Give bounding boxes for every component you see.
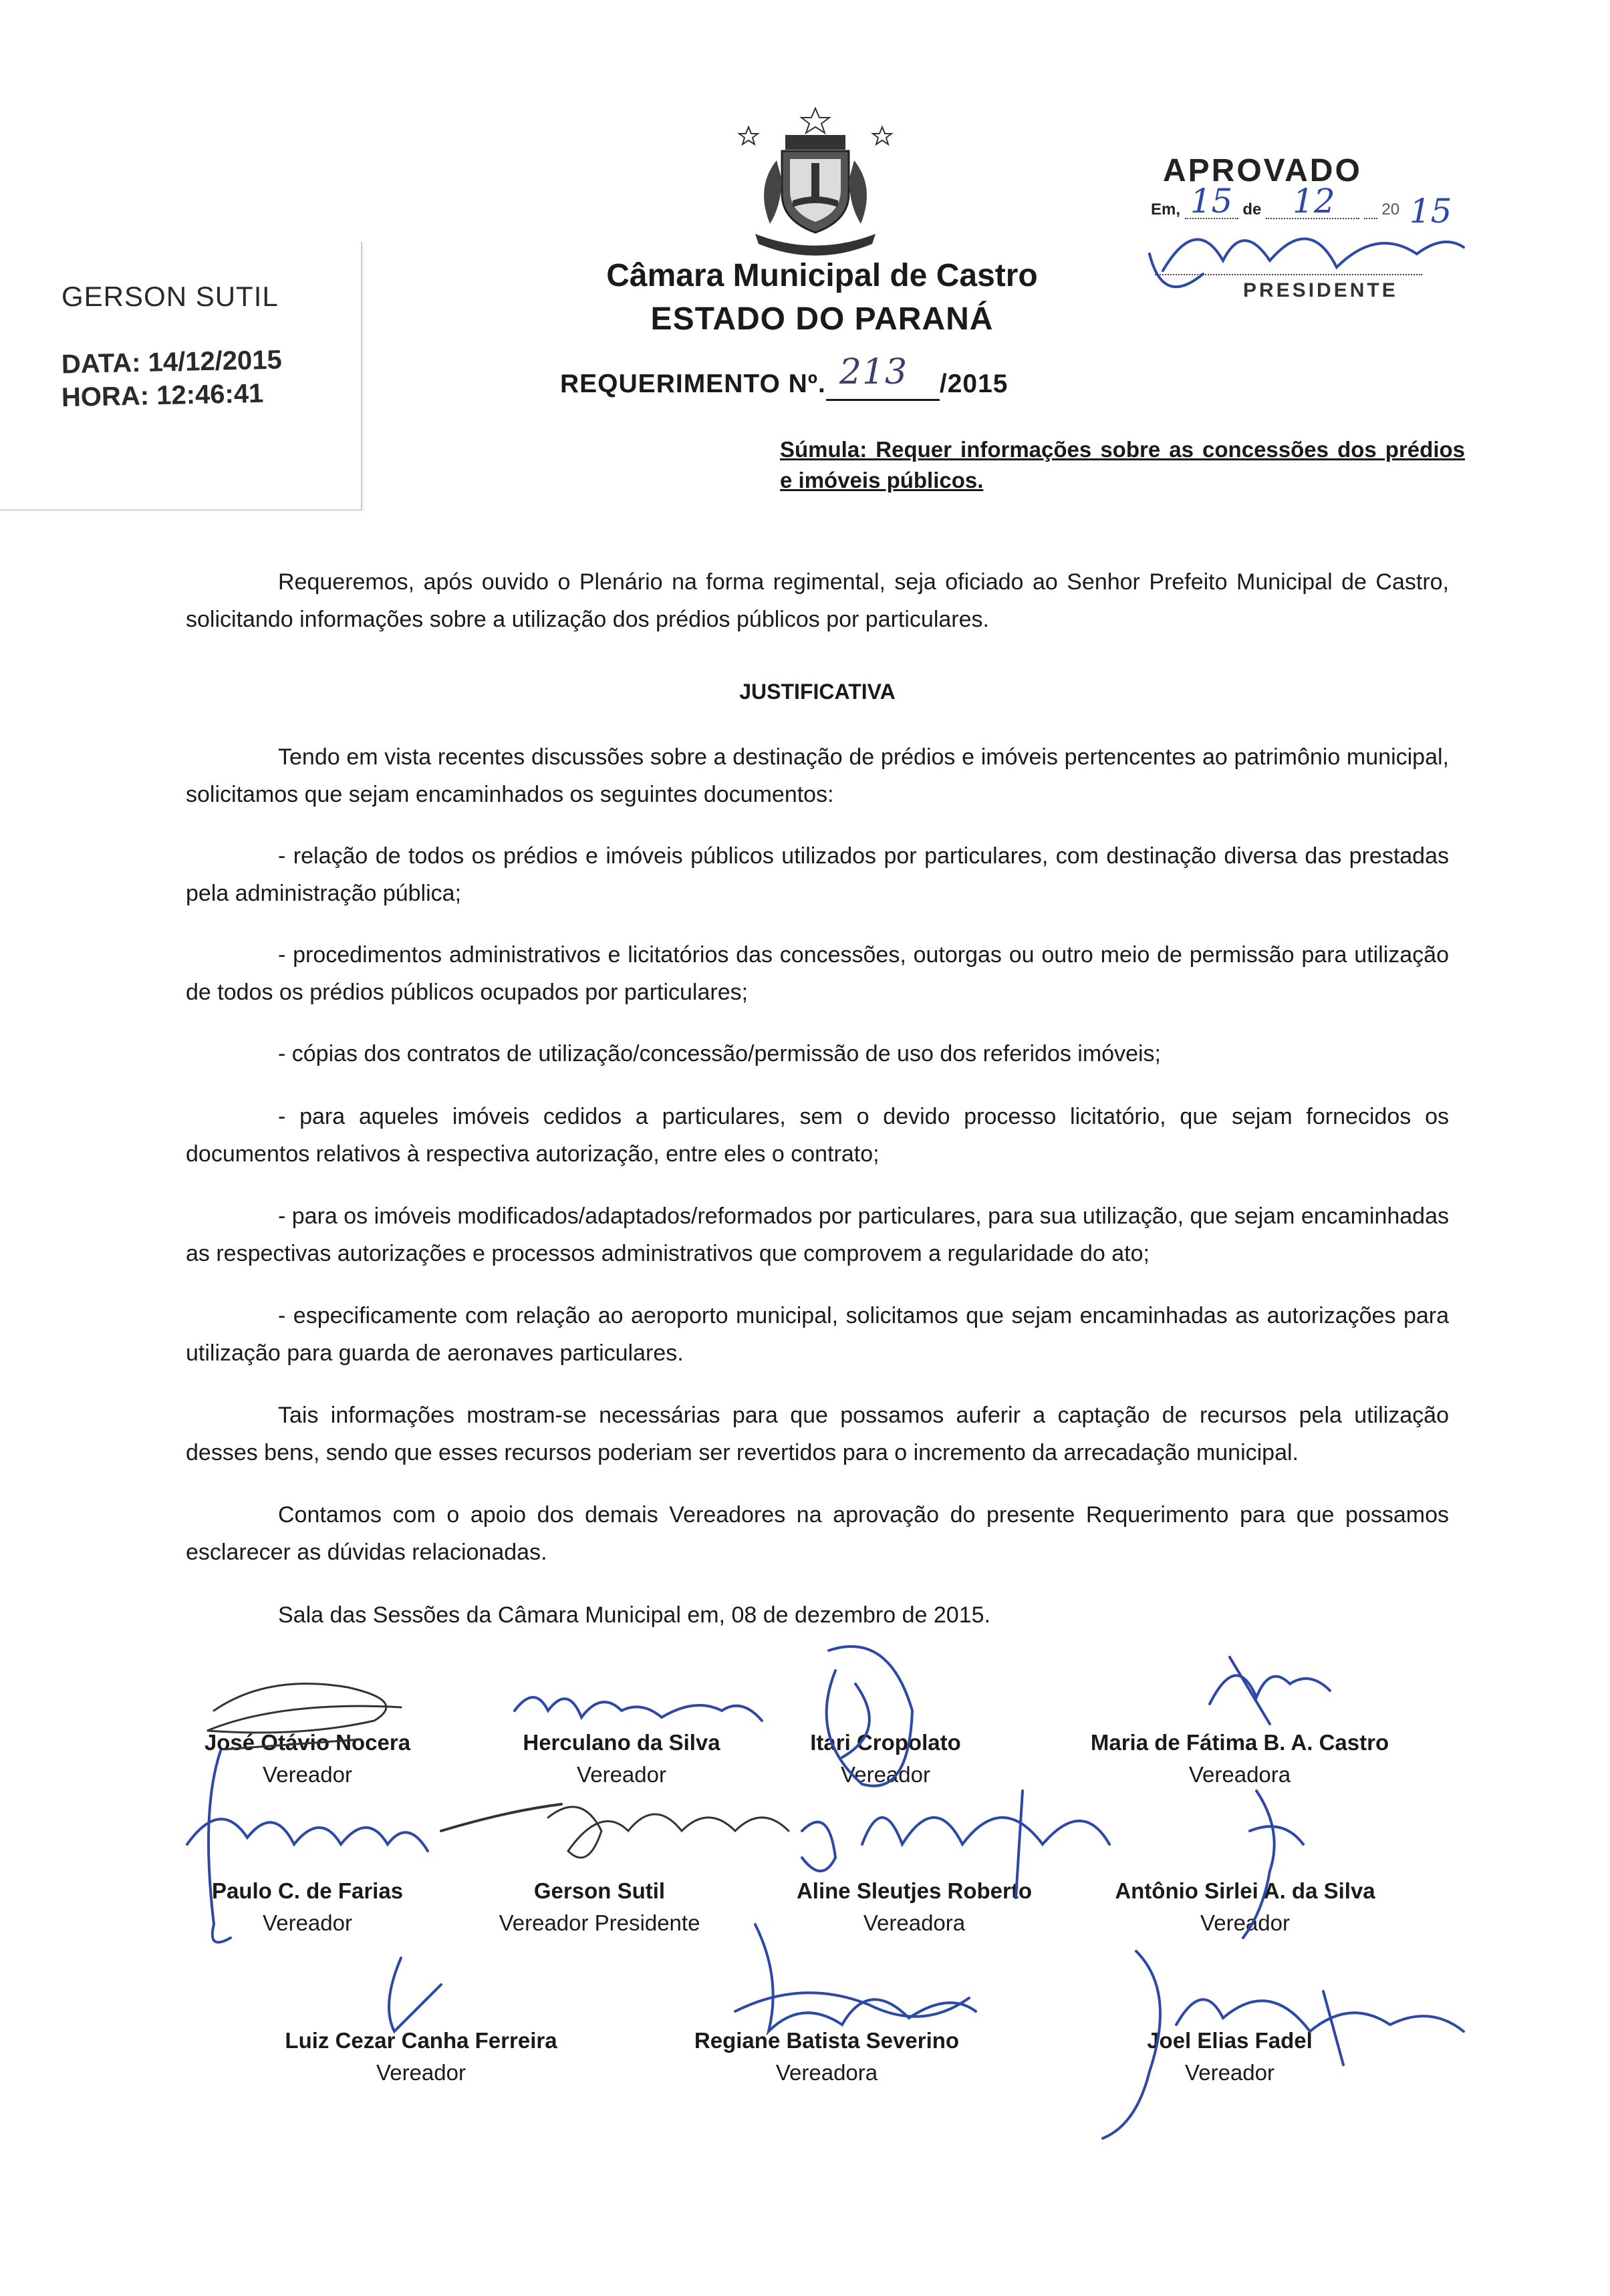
approval-day-field <box>1185 182 1238 221</box>
signatory-block <box>234 2025 608 2089</box>
signatory-role: Vereador <box>577 1762 666 1787</box>
approval-em-label: Em, <box>1151 200 1181 219</box>
signatory-name: Maria de Fátima B. A. Castro <box>1090 1730 1389 1755</box>
signatory-role: Vereador <box>263 1910 352 1935</box>
requirement-number: 213 <box>839 352 908 392</box>
president-signature-line <box>1155 274 1422 275</box>
signatory-role: Vereadora <box>775 2060 878 2085</box>
body-paragraph: - procedimentos administrativos e licitatórios das concessões, outorgas ou outro meio de permissão para utilização de todos os prédios públicos ocupados por particulares; <box>186 942 1449 1005</box>
closing-line: Sala das Sessões da Câmara Municipal em, 08 de dezembro de 2015. <box>278 1602 990 1628</box>
state-name: ESTADO DO PARANÁ <box>650 301 994 337</box>
body-paragraph: Contamos com o apoio dos demais Vereadores na aprovação do presente Requerimento para que possamos esclarecer as dúvidas relacionadas. <box>186 1502 1449 1565</box>
approval-status: APROVADO <box>1163 153 1362 188</box>
requirement-number-line <box>560 352 1009 401</box>
approval-month: 12 <box>1293 182 1335 221</box>
approval-year: 15 <box>1409 192 1452 231</box>
requirement-prefix: REQUERIMENTO Nº. <box>560 370 826 398</box>
signatory-role: Vereador <box>376 2060 466 2085</box>
signatory-block <box>727 1875 1101 1939</box>
slip-time: HORA: 12:46:41 <box>61 378 264 413</box>
signatory-name: Joel Elias Fadel <box>1147 2028 1313 2053</box>
approval-date-line <box>1151 182 1452 231</box>
approval-month-field <box>1266 182 1359 221</box>
body-paragraph: - para os imóveis modificados/adaptados/reformados por particulares, para sua utilização, que sejam encaminhadas as respectivas autorizações e processos administrativos que comprovem a regularidade do ato; <box>186 1203 1449 1266</box>
signatory-block <box>1058 1875 1432 1939</box>
signatory-name: Aline Sleutjes Roberto <box>796 1878 1033 1903</box>
signatory-role: Vereador <box>1185 2060 1274 2085</box>
approval-day: 15 <box>1190 182 1233 221</box>
body-paragraph: - para aqueles imóveis cedidos a particulares, sem o devido processo licitatório, que sejam fornecidos os documentos relativos à respectiva autorização, entre eles o contrato; <box>186 1104 1449 1167</box>
justification-title: JUSTIFICATIVA <box>739 680 896 704</box>
signatory-name: Antônio Sirlei A. da Silva <box>1115 1878 1375 1903</box>
approval-de-label: de <box>1242 200 1262 219</box>
intro-paragraph: Requeremos, após ouvido o Plenário na forma regimental, seja oficiado ao Senhor Prefeito Municipal de Castro, solicitando informações sobre a utilização dos prédios públicos por particulares. <box>186 569 1449 632</box>
body-paragraph: - cópias dos contratos de utilização/concessão/permissão de uso dos referidos imóveis; <box>278 1041 1162 1066</box>
signatory-role: Vereador <box>841 1762 930 1787</box>
signatory-name: Regiane Batista Severino <box>694 2028 960 2053</box>
body-paragraph: Tendo em vista recentes discussões sobre a destinação de prédios e imóveis pertencentes ao patrimônio municipal, solicitamos que sejam encaminhados os seguintes documentos: <box>186 744 1449 807</box>
requirement-suffix: /2015 <box>939 370 1009 398</box>
body-paragraph: - relação de todos os prédios e imóveis públicos utilizados por particulares, com destinação diversa das prestadas pela administração pública; <box>186 843 1449 906</box>
institution-name: Câmara Municipal de Castro <box>606 258 1038 293</box>
signatory-block <box>1053 1727 1427 1791</box>
slip-name: GERSON SUTIL <box>61 281 279 312</box>
signatory-role: Vereadora <box>1188 1762 1291 1787</box>
approval-dots <box>1364 204 1377 219</box>
sumula: Súmula: Requer informações sobre as concessões dos prédios e imóveis públicos. <box>780 437 1465 492</box>
signatory-name: Luiz Cezar Canha Ferreira <box>285 2028 557 2053</box>
signatory-role: Vereador Presidente <box>499 1910 700 1935</box>
signatory-block <box>1043 2025 1417 2089</box>
protocol-slip <box>0 242 362 511</box>
slip-date: DATA: 14/12/2015 <box>61 345 283 380</box>
municipal-crest-icon <box>728 107 902 267</box>
signatory-name: José Otávio Nocera <box>204 1730 411 1755</box>
signatory-role: Vereadora <box>863 1910 966 1935</box>
approval-year-prefix: 20 <box>1381 200 1400 219</box>
body-paragraph: - especificamente com relação ao aeroporto municipal, solicitamos que sejam encaminhadas as autorizações para utilização para guarda de aeronaves particulares. <box>186 1303 1449 1366</box>
body-paragraph: Tais informações mostram-se necessárias para que possamos auferir a captação de recursos pela utilização desses bens, sendo que esses recursos poderiam ser revertidos para o incremento da arrecadação municipal. <box>186 1403 1449 1465</box>
signatory-name: Herculano da Silva <box>523 1730 720 1755</box>
signatory-role: Vereador <box>263 1762 352 1787</box>
signatory-block <box>640 2025 1014 2089</box>
president-label: PRESIDENTE <box>1243 279 1398 301</box>
signatory-name: Paulo C. de Farias <box>211 1878 404 1903</box>
requirement-number-blank <box>826 352 940 401</box>
signatory-name: Gerson Sutil <box>533 1878 666 1903</box>
signatory-name: Itari Cropolato <box>810 1730 961 1755</box>
signatory-block <box>698 1727 1073 1791</box>
signatory-role: Vereador <box>1200 1910 1290 1935</box>
